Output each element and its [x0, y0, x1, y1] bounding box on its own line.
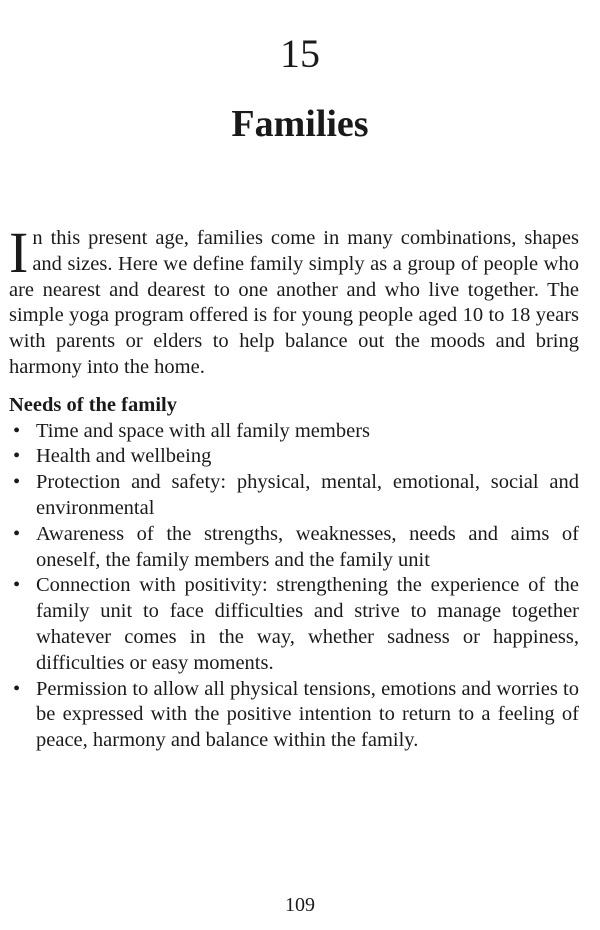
chapter-number: 15: [280, 31, 320, 76]
list-item-text: Permission to allow all physical tensions, emotions and worries to be expressed with the positive intention to return to a feeling of peace, harmony and balance within the family.: [36, 677, 579, 752]
bullet-icon: •: [13, 419, 21, 442]
list-item-text: Health and wellbeing: [36, 445, 212, 468]
list-item: [9, 470, 579, 522]
list-item-text: Awareness of the strengths, weaknesses, needs and aims of oneself, the family members and the family unit: [36, 522, 579, 571]
bullet-icon: •: [13, 471, 21, 494]
list-item: [9, 573, 579, 676]
list-item: [9, 677, 579, 754]
list-item-text: Connection with positivity: strengthening the experience of the family unit to face difficulties and strive to manage together whatever comes in the way, whether sadness or happiness, difficulties or easy moments.: [36, 574, 579, 674]
bullet-icon: •: [13, 677, 21, 700]
drop-cap: I: [9, 220, 29, 285]
bullet-icon: •: [13, 445, 21, 468]
section-heading-needs: Needs of the family: [9, 393, 177, 416]
bullet-icon: •: [13, 522, 21, 545]
chapter-body: [9, 220, 579, 754]
needs-list: [9, 419, 579, 754]
chapter-title: Families: [231, 103, 369, 145]
list-item-text: Protection and safety: physical, mental, emotional, social and environmental: [36, 471, 579, 519]
list-item: [9, 522, 579, 574]
bullet-icon: •: [13, 574, 21, 597]
intro-paragraph: [9, 220, 579, 381]
intro-text: n this present age, families come in many combinations, shapes and sizes. Here we define family simply as a group of people who are nearest and dearest to one another and who live together. The simple yoga program offered is for young people aged 10 to 18 years with parents or elders to help balance out the moods and bring harmony into the home.: [9, 227, 579, 378]
list-item-text: Time and space with all family members: [36, 419, 371, 442]
page-number: 109: [285, 894, 315, 916]
list-item: [9, 419, 579, 445]
list-item: [9, 444, 579, 470]
